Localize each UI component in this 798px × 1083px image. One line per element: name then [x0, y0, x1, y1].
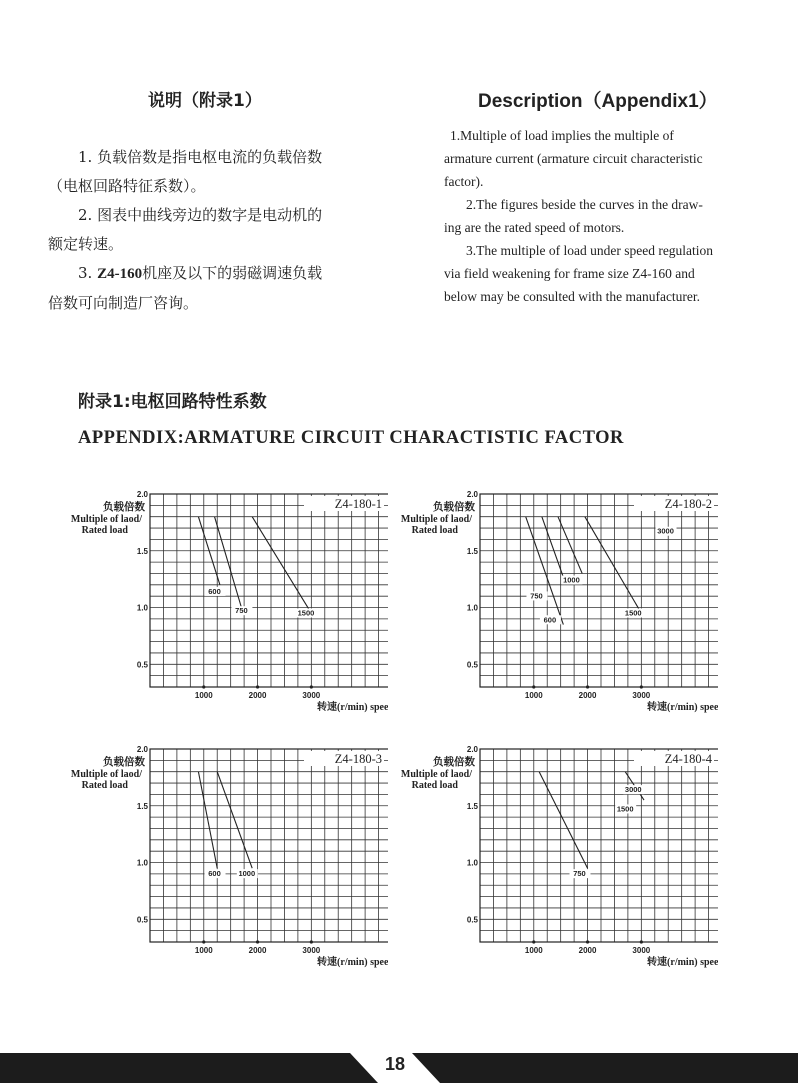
series-line-600	[198, 772, 217, 869]
ylabel-cn: 负载倍数	[103, 501, 145, 513]
y-tick-label: 0.5	[466, 915, 478, 925]
en-line-8: below may be consulted with the manufacturer.	[444, 289, 701, 304]
chart-z4-180-4	[388, 743, 718, 972]
ylabel-en-1: Multiple of laod/	[70, 514, 142, 525]
plot-frame	[480, 749, 718, 942]
cn-item-1-line2: （电枢回路特征系数）。	[48, 177, 206, 195]
y-tick-label: 1.0	[136, 603, 148, 613]
x-tick-label: 2000	[248, 946, 267, 955]
x-tick-dot	[256, 940, 259, 943]
y-tick-label: 2.0	[466, 490, 478, 499]
chart-title: Z4-180-4	[664, 752, 712, 766]
cn-item-3-prefix: 3.	[78, 264, 98, 282]
ylabel-en-1: Multiple of laod/	[400, 769, 472, 780]
chart-title: Z4-180-2	[664, 497, 712, 511]
cn-item-3-line2: 倍数可向制造厂咨询。	[48, 294, 199, 312]
series-label-750: 750	[530, 591, 543, 601]
chart-title: Z4-180-1	[334, 497, 382, 511]
en-line-7: via field weakening for frame size Z4-160 and	[444, 266, 695, 281]
x-tick-label: 1000	[524, 946, 543, 955]
plot-frame	[150, 494, 388, 687]
x-tick-dot	[640, 940, 643, 943]
x-tick-dot	[640, 685, 643, 688]
footer-band-right	[412, 1053, 798, 1083]
series-line-1500	[252, 517, 311, 614]
y-tick-label: 1.0	[466, 858, 478, 868]
xlabel: 转速(r/min) speed	[317, 702, 388, 713]
footer-band-left	[0, 1053, 378, 1083]
series-line-750	[539, 772, 587, 869]
cn-item-1-line1: 1. 负载倍数是指电枢电流的负载倍数	[78, 148, 323, 166]
cn-item-2-line1: 2. 图表中曲线旁边的数字是电动机的	[78, 206, 323, 224]
x-tick-label: 1000	[194, 691, 213, 700]
en-description	[444, 124, 754, 308]
appendix-en-title: APPENDIX:ARMATURE CIRCUIT CHARACTISTIC FACTOR	[78, 428, 624, 448]
y-tick-label: 1.5	[136, 546, 148, 556]
x-tick-label: 3000	[632, 946, 651, 955]
cn-heading: 说明（附录1）	[148, 91, 262, 111]
x-tick-label: 3000	[302, 946, 321, 955]
x-tick-dot	[586, 685, 589, 688]
y-tick-label: 0.5	[136, 660, 148, 670]
y-tick-label: 0.5	[466, 660, 478, 670]
xlabel: 转速(r/min) speed	[647, 702, 718, 713]
chart-title: Z4-180-3	[334, 752, 382, 766]
plot-frame	[150, 749, 388, 942]
series-label-3000: 3000	[624, 785, 642, 795]
y-tick-label: 2.0	[466, 745, 478, 754]
series-line-1000	[217, 772, 252, 869]
en-line-2: armature current (armature circuit characteristic	[444, 151, 703, 166]
en-heading: Description（Appendix1）	[478, 91, 718, 112]
x-tick-label: 1000	[194, 946, 213, 955]
y-tick-label: 2.0	[136, 490, 148, 499]
page-number: 18	[384, 1054, 406, 1074]
series-line-600	[526, 517, 564, 625]
series-line-1000	[558, 517, 582, 574]
x-tick-dot	[202, 685, 205, 688]
ylabel-en-2: Rated load	[81, 780, 128, 791]
chart-svg	[58, 743, 388, 968]
ylabel-en-1: Multiple of laod/	[70, 769, 142, 780]
x-tick-dot	[256, 685, 259, 688]
x-tick-label: 3000	[632, 691, 651, 700]
cn-item-3-line1	[48, 259, 388, 289]
series-label-600: 600	[543, 615, 557, 625]
ylabel-cn: 负载倍数	[103, 756, 145, 768]
appendix-cn-title: 附录1:电枢回路特性系数	[78, 392, 267, 412]
x-tick-dot	[586, 940, 589, 943]
en-line-1: 1.Multiple of load implies the multiple of	[450, 128, 674, 143]
chart-z4-180-2	[388, 488, 718, 717]
series-label-3000: 3000	[657, 526, 674, 536]
ylabel-en-1: Multiple of laod/	[400, 514, 472, 525]
chart-svg	[58, 488, 388, 713]
chart-grid	[480, 749, 718, 942]
en-line-3: factor).	[444, 174, 484, 189]
cn-item-2-line2: 额定转速。	[48, 235, 124, 253]
y-tick-label: 2.0	[136, 745, 148, 754]
chart-grid	[480, 494, 718, 687]
series-label-1500: 1500	[616, 804, 634, 814]
series-label-600: 600	[208, 586, 221, 596]
chart-grid	[150, 749, 388, 942]
y-tick-label: 0.5	[136, 915, 148, 925]
x-tick-label: 2000	[578, 691, 597, 700]
series-label-750: 750	[573, 869, 586, 879]
x-tick-dot	[310, 940, 313, 943]
x-tick-dot	[310, 685, 313, 688]
ylabel-cn: 负载倍数	[433, 501, 475, 513]
chart-z4-180-1	[58, 488, 388, 717]
xlabel: 转速(r/min) speed	[647, 957, 718, 968]
y-tick-label: 1.5	[466, 801, 478, 811]
x-tick-dot	[532, 685, 535, 688]
x-tick-dot	[532, 940, 535, 943]
x-tick-dot	[202, 940, 205, 943]
chart-svg	[388, 488, 718, 713]
en-line-6: 3.The multiple of load under speed regulation	[466, 243, 714, 258]
xlabel: 转速(r/min) speed	[317, 957, 388, 968]
ylabel-en-2: Rated load	[411, 780, 458, 791]
chart-z4-180-3	[58, 743, 388, 972]
series-line-1500	[585, 517, 641, 614]
chart-grid	[150, 494, 388, 687]
cn-item-3-model: Z4-160	[97, 266, 143, 282]
y-tick-label: 1.0	[466, 603, 478, 613]
ylabel-en-2: Rated load	[81, 525, 128, 536]
plot-frame	[480, 494, 718, 687]
series-label-1000: 1000	[563, 575, 580, 585]
cn-description	[48, 143, 388, 318]
series-label-1500: 1500	[624, 608, 642, 618]
en-line-4: 2.The figures beside the curves in the draw-	[466, 197, 703, 212]
series-label-1500: 1500	[297, 608, 315, 618]
y-tick-label: 1.5	[466, 546, 478, 556]
y-tick-label: 1.5	[136, 801, 148, 811]
chart-svg	[388, 743, 718, 968]
ylabel-en-2: Rated load	[411, 525, 458, 536]
x-tick-label: 2000	[248, 691, 267, 700]
y-tick-label: 1.0	[136, 858, 148, 868]
cn-item-3-rest: 机座及以下的弱磁调速负载	[142, 264, 323, 282]
ylabel-cn: 负载倍数	[433, 756, 475, 768]
x-tick-label: 3000	[302, 691, 321, 700]
x-tick-label: 1000	[524, 691, 543, 700]
en-line-5: ing are the rated speed of motors.	[444, 220, 625, 235]
series-label-1000: 1000	[238, 869, 256, 879]
series-label-750: 750	[235, 606, 248, 616]
x-tick-label: 2000	[578, 946, 597, 955]
series-label-600: 600	[208, 869, 221, 879]
